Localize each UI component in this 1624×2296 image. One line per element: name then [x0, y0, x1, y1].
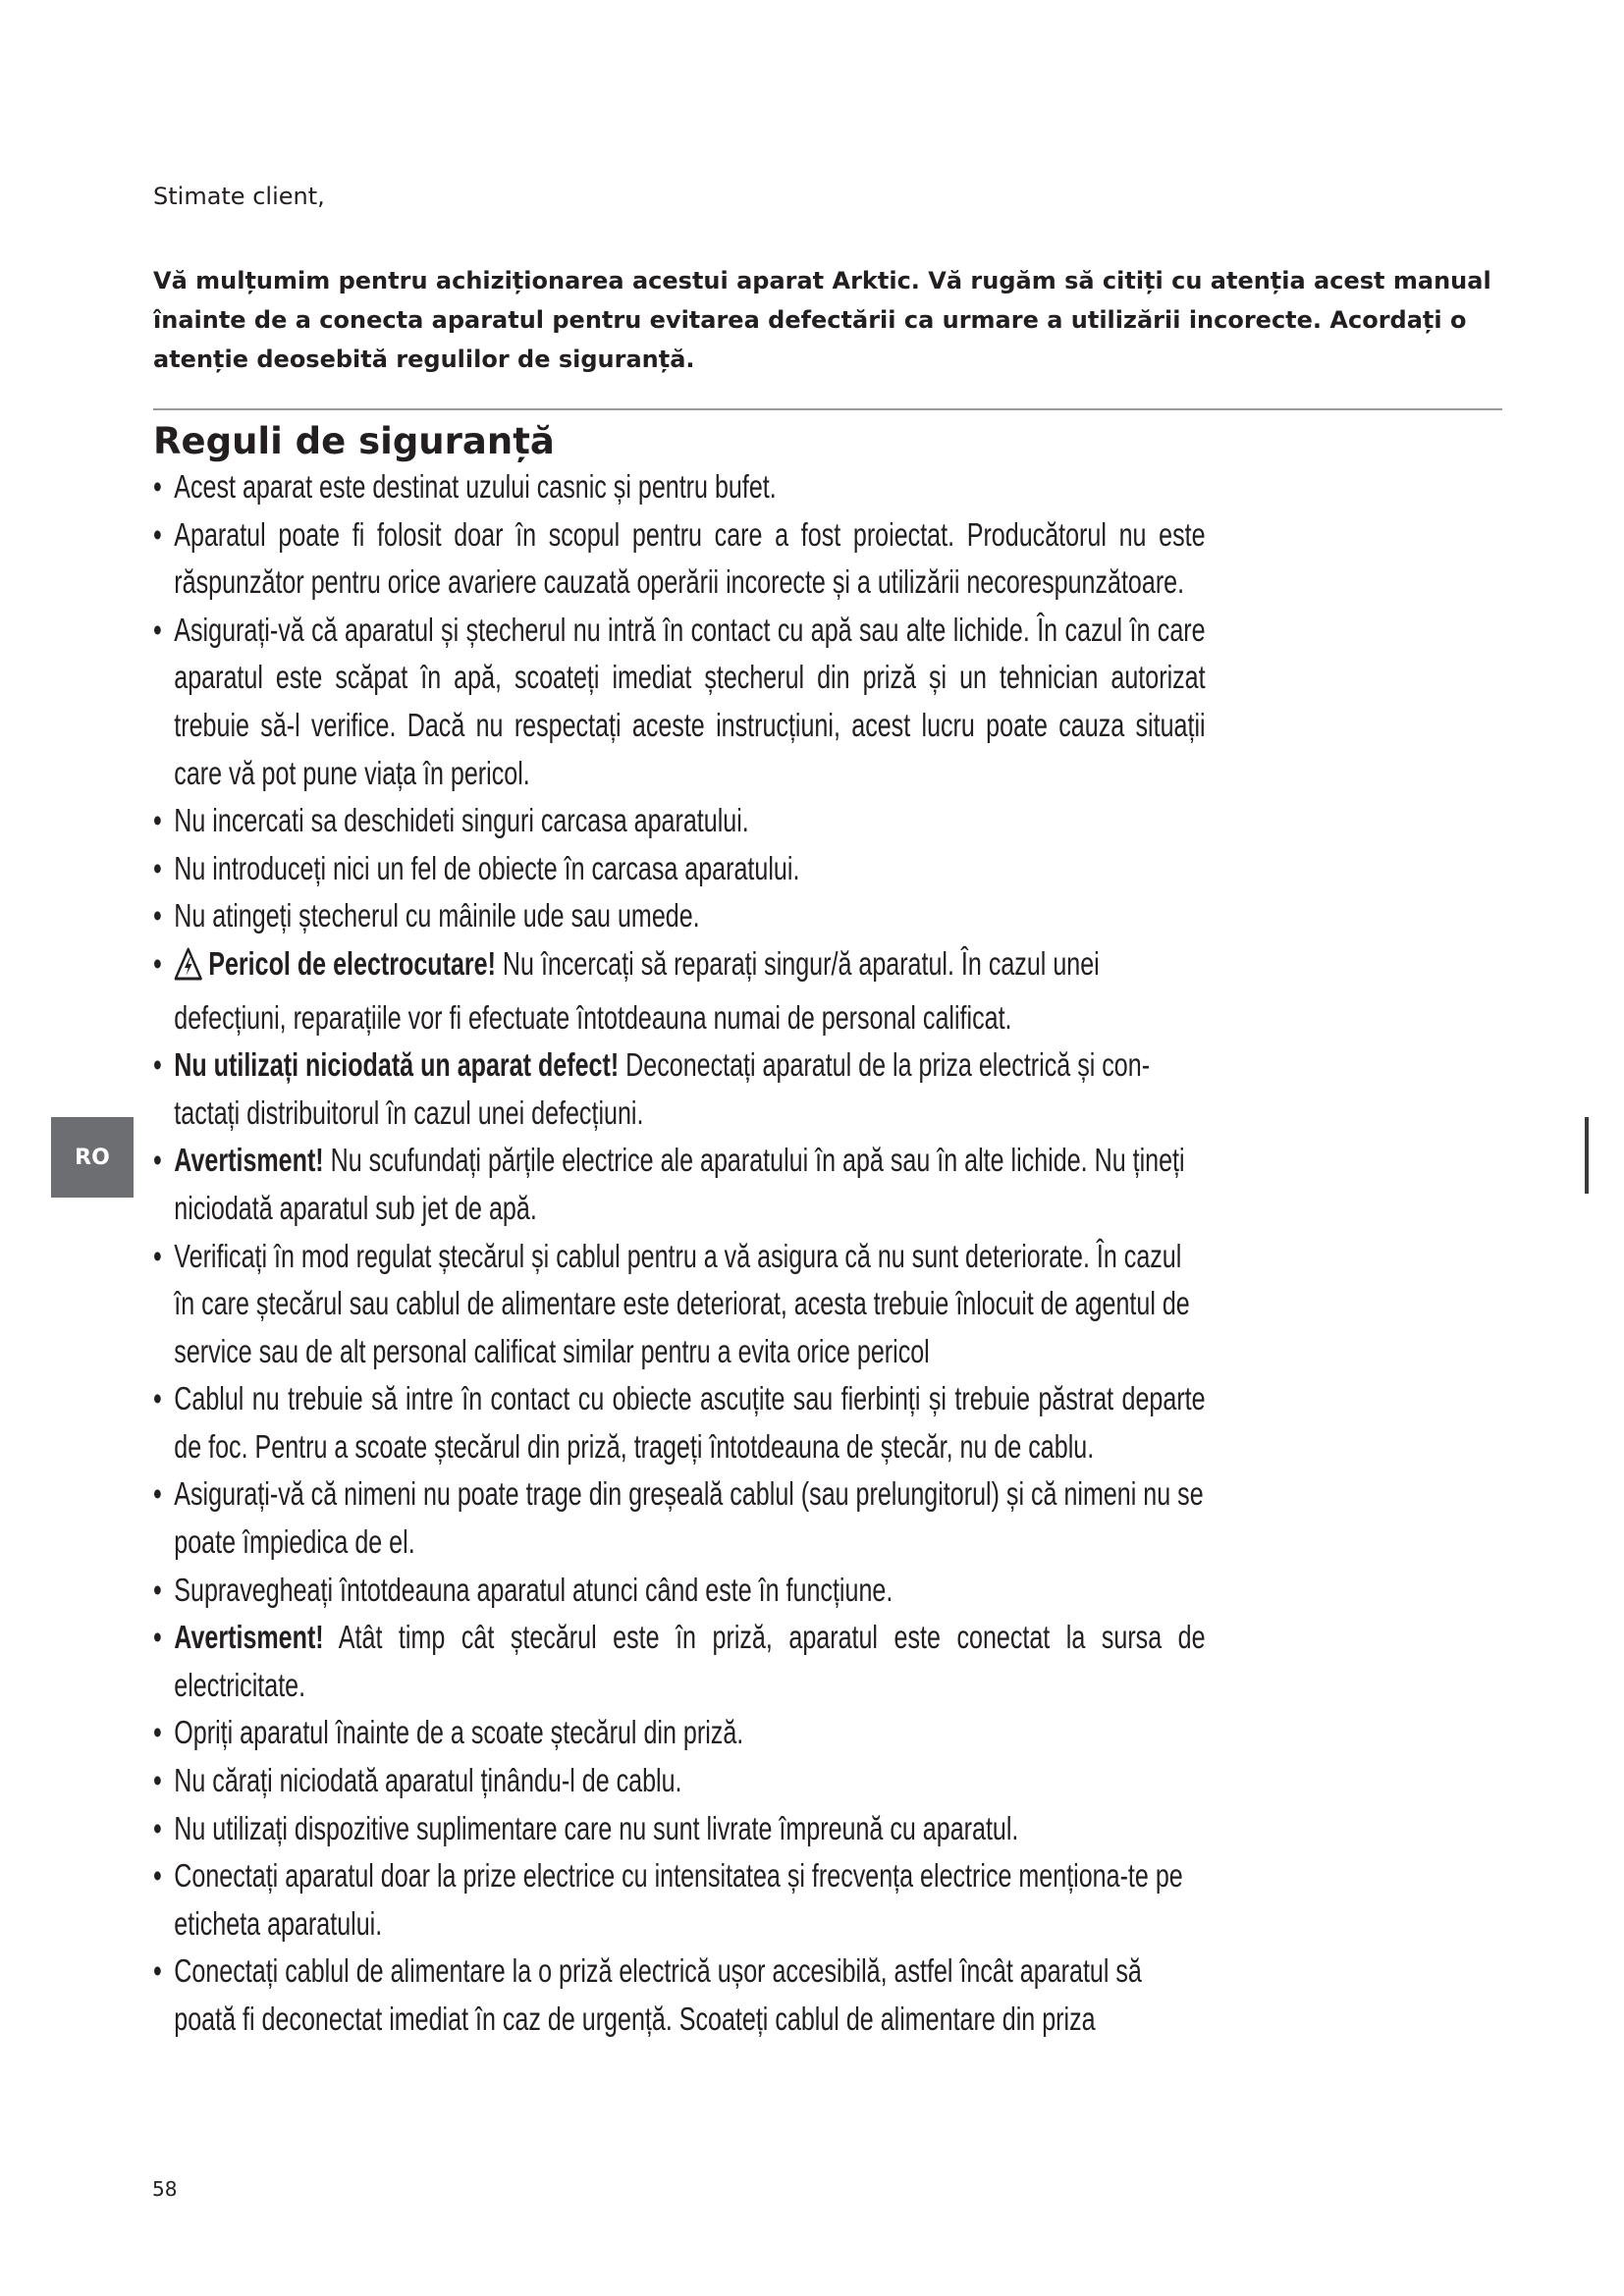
- list-item: [153, 797, 1206, 845]
- list-item: [153, 463, 1206, 511]
- rule-lead: Avertisment!: [174, 1619, 324, 1656]
- electric-shock-warning-icon: [174, 946, 202, 994]
- list-item: [153, 1852, 1206, 1948]
- rule-lead: Nu utilizați niciodată un aparat defect!: [174, 1046, 620, 1084]
- margin-marker: [1585, 1117, 1589, 1194]
- section-title: Reguli de siguranță: [153, 420, 555, 462]
- list-item: [153, 1948, 1206, 2043]
- list-item: [153, 607, 1206, 797]
- list-item: [153, 1041, 1206, 1137]
- rule-lead: Avertisment!: [174, 1142, 324, 1179]
- rule-text: Asigurați-vă că nimeni nu poate trage din greșeală cablul (sau prelungitorul) și că nimeni nu se poate împiedica de el.: [174, 1475, 1204, 1561]
- list-item: [153, 1709, 1206, 1757]
- page-number: 58: [152, 2177, 178, 2201]
- list-item: [153, 511, 1206, 607]
- safety-rules-list: [153, 463, 1206, 2044]
- rule-text: Nu incercati sa deschideti singuri carcasa aparatului.: [174, 802, 749, 839]
- greeting: Stimate client,: [153, 183, 325, 210]
- rule-text: Verificați în mod regulat ștecărul și cablul pentru a vă asigura că nu sunt deteriorate. În cazul în care ștecărul sau cablul de alimentare este deteriorat, acesta trebuie înlocuit de agentul de service sau de alt personal calificat similar pentru a evita orice pericol: [174, 1237, 1190, 1369]
- rule-text: Acest aparat este destinat uzului casnic și pentru bufet.: [174, 468, 777, 505]
- rule-text: Supravegheați întotdeauna aparatul atunci când este în funcțiune.: [174, 1571, 893, 1608]
- list-item: [153, 1805, 1206, 1853]
- list-item: [153, 1757, 1206, 1805]
- list-item: [153, 1614, 1206, 1709]
- intro-paragraph: Vă mulțumim pentru achiziționarea acestui aparat Arktic. Vă rugăm să citiți cu atenția acest manual înainte de a conecta aparatul pentru evitarea defectării ca urmare a utilizării incorecte. Acordați o atenție deosebită regulilor de siguranță.: [153, 267, 1491, 373]
- rule-text: Deconectați aparatul de la priza electrică și con-tactați distribuitorul în cazul unei defecțiuni.: [174, 1046, 1151, 1131]
- list-item: [153, 940, 1206, 1041]
- rule-text: Asigurați-vă că aparatul și ștecherul nu intră în contact cu apă sau alte lichide. În cazul în care aparatul este scăpat în apă, scoateți imediat ștecherul din priză și un tehnician autorizat trebuie să-l verifice. Dacă nu respectați aceste instrucțiuni, acest lucru poate cauza situații care vă pot pune viața în pericol.: [174, 611, 1206, 791]
- rule-text: Conectați aparatul doar la prize electrice cu intensitatea și frecvența electrice menționa-te pe eticheta aparatului.: [174, 1857, 1183, 1942]
- language-tab: RO: [51, 1117, 134, 1198]
- rule-text: Nu introduceți nici un fel de obiecte în carcasa aparatului.: [174, 849, 800, 886]
- list-item: [153, 1567, 1206, 1615]
- rule-text: Nu cărați niciodată aparatul ținându-l de cablu.: [174, 1762, 682, 1799]
- list-item: [153, 1470, 1206, 1566]
- list-item: [153, 845, 1206, 893]
- rule-text: Nu atingeți ștecherul cu mâinile ude sau umede.: [174, 897, 700, 934]
- rule-text: Nu încercați să reparați singur/ă aparatul. În cazul unei defecțiuni, reparațiile vor fi efectuate întotdeauna numai de personal calificat.: [174, 944, 1100, 1036]
- list-item: [153, 1137, 1206, 1232]
- list-item: [153, 1233, 1206, 1376]
- rule-text: Atât timp cât ștecărul este în priză, aparatul este conectat la sursa de electricitate.: [174, 1619, 1206, 1703]
- rule-lead: Pericol de electrocutare!: [208, 944, 496, 982]
- rule-text: Nu utilizați dispozitive suplimentare care nu sunt livrate împreună cu aparatul.: [174, 1809, 1019, 1846]
- rule-text: Opriți aparatul înainte de a scoate ștecărul din priză.: [174, 1714, 744, 1751]
- list-item: [153, 1375, 1206, 1470]
- section-divider: [153, 408, 1502, 410]
- rule-text: Aparatul poate fi folosit doar în scopul pentru care a fost proiectat. Producătorul nu este răspunzător pentru orice avariere cauzată operării incorecte și a utilizării necorespunzătoare.: [174, 515, 1206, 601]
- rule-text: Conectați cablul de alimentare la o priză electrică ușor accesibilă, astfel încât aparatul să poată fi deconectat imediat în caz de urgență. Scoateți cablul de alimentare din priza: [174, 1952, 1142, 2037]
- list-item: [153, 892, 1206, 940]
- rule-text: Cablul nu trebuie să intre în contact cu obiecte ascuțite sau fierbinți și trebuie păstrat departe de foc. Pentru a scoate ștecărul din priză, trageți întotdeauna de ștecăr, nu de cablu.: [174, 1380, 1206, 1465]
- rule-text: Nu scufundați părțile electrice ale aparatului în apă sau în alte lichide. Nu țineți niciodată aparatul sub jet de apă.: [174, 1142, 1185, 1226]
